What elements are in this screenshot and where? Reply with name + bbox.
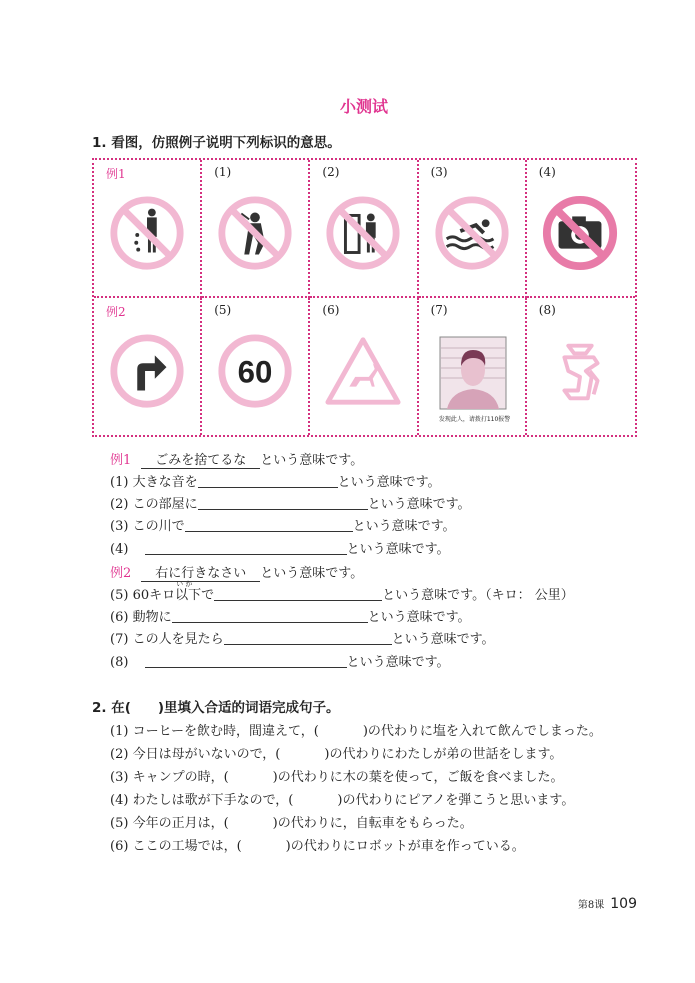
- cell-label: (1): [214, 165, 232, 179]
- question-label: (8): [110, 655, 129, 670]
- lesson-label: 第8课: [577, 900, 605, 911]
- question-prefix: で: [201, 588, 215, 603]
- suffix: という意味です。: [260, 453, 364, 468]
- ruby-reading: い か: [176, 580, 193, 588]
- turn-right-icon: [108, 332, 186, 410]
- question-label: (5): [110, 588, 129, 603]
- cell-label: (8): [538, 302, 556, 317]
- question-label: (3): [110, 519, 129, 534]
- sign-cell-3: [419, 160, 527, 298]
- cell-label: (5): [214, 302, 232, 317]
- question-label: (2): [110, 497, 129, 512]
- answer-blank[interactable]: [172, 608, 368, 623]
- no-noise-icon: [216, 194, 294, 272]
- page-title: 小测试: [339, 97, 388, 116]
- question-label: (1): [110, 475, 129, 490]
- item-label: (6): [110, 839, 129, 854]
- answer-blank[interactable]: [145, 653, 347, 668]
- fill-item-5: [110, 812, 473, 831]
- speed-limit-text: 60: [237, 354, 273, 390]
- sign-cell-8: [527, 298, 635, 436]
- sign-cell-5: [202, 298, 310, 436]
- fill-item-3: [110, 766, 563, 785]
- sign-cell-example1: [94, 160, 202, 298]
- item-label: (4): [110, 793, 129, 808]
- answer-blank[interactable]: [198, 473, 338, 488]
- item-before: わたしは歌が下手なので，(: [132, 793, 294, 808]
- question-prefix: 動物に: [132, 610, 172, 625]
- cell-label: (2): [322, 165, 340, 179]
- speed-limit-60-icon: [216, 332, 294, 410]
- item-label: (1): [110, 724, 129, 739]
- item-before: ここの工場では，(: [132, 839, 242, 854]
- item-after: )の代わりに，自転車をもらった。: [272, 816, 473, 831]
- recycling-icon: [541, 332, 619, 410]
- cell-label: (3): [430, 165, 448, 179]
- no-photography-icon: [541, 194, 619, 272]
- item-label: (2): [110, 747, 129, 762]
- question-line-4: [110, 538, 450, 557]
- question-line-8: [110, 651, 450, 670]
- question-label: (7): [110, 632, 129, 647]
- item-before: 今日は母がいないので，(: [132, 747, 281, 762]
- cell-label: 例2: [106, 304, 126, 319]
- item-label: (3): [110, 770, 129, 785]
- sign-cell-4: [527, 160, 635, 298]
- suffix: という意味です。: [391, 632, 495, 647]
- cell-label: (4): [538, 165, 556, 179]
- cell-label: 例1: [106, 167, 126, 181]
- question-prefix: この部屋に: [132, 497, 198, 512]
- item-after: )の代わりにピアノを弾こうと思います。: [337, 793, 575, 808]
- suffix: という意味です。: [367, 610, 471, 625]
- sign-cell-2: [310, 160, 418, 298]
- answer-blank[interactable]: [224, 630, 392, 645]
- page-footer: [578, 896, 637, 912]
- ruby-base: 以下: [175, 588, 202, 603]
- item-before: 今年の正月は，(: [132, 816, 229, 831]
- suffix: という意味です。: [352, 519, 456, 534]
- sign-cell-example2: [94, 298, 202, 436]
- item-after: )の代わりに塩を入れて飲んでしまった。: [362, 724, 602, 739]
- question-prefix: 大きな音を: [132, 475, 198, 490]
- no-littering-icon: [108, 194, 186, 272]
- cell-label: (6): [322, 302, 340, 317]
- question-line-1: [110, 471, 441, 490]
- cell-label: (7): [430, 302, 448, 317]
- suffix: という意味です。: [337, 475, 441, 490]
- question-prefix: この川で: [132, 519, 185, 534]
- fill-item-6: [110, 835, 525, 854]
- wanted-person-photo: [439, 336, 507, 410]
- question-line-5: [110, 580, 574, 603]
- no-entry-room-icon: [324, 194, 402, 272]
- question-line-3: [110, 515, 456, 534]
- example-answer: ごみを捨てるな: [141, 449, 260, 469]
- no-swimming-icon: [433, 194, 511, 272]
- answer-blank[interactable]: [214, 586, 382, 601]
- suffix: という意味です。: [346, 655, 450, 670]
- answer-blank[interactable]: [198, 495, 368, 510]
- fill-item-2: [110, 743, 562, 762]
- page-number: 109: [610, 896, 637, 912]
- item-after: )の代わりにわたしが弟の世話をします。: [324, 747, 563, 762]
- photo-caption: 发现此人，请拨打110报警: [438, 415, 511, 423]
- section1-heading: 1. 看图，仿照例子说明下列标识的意思。: [92, 135, 341, 151]
- item-before: キャンプの時，(: [132, 770, 229, 785]
- item-after: )の代わりにロボットが車を作っている。: [285, 839, 525, 854]
- question-line-2: [110, 493, 471, 512]
- animal-crossing-icon: [324, 332, 402, 410]
- question-line-7: [110, 628, 495, 647]
- question-prefix: この人を見たら: [132, 632, 224, 647]
- item-after: )の代わりに木の葉を使って，ご飯を食べました。: [272, 770, 564, 785]
- answer-blank[interactable]: [145, 540, 347, 555]
- item-before: コーヒーを飲む時，間違えて，(: [132, 724, 319, 739]
- sign-grid: [92, 158, 637, 437]
- example-answer: 右に行きなさい: [141, 562, 260, 582]
- question-label: (4): [110, 542, 129, 557]
- suffix: という意味です。: [260, 566, 364, 581]
- example1-line: [110, 449, 363, 469]
- example-label: 例1: [110, 453, 132, 468]
- question-prefix: 60キロ: [132, 588, 176, 603]
- question-line-6: [110, 606, 471, 625]
- fill-item-4: [110, 789, 574, 808]
- suffix: という意味です。: [382, 588, 486, 603]
- ruby-word: [175, 580, 202, 603]
- example2-line: [110, 562, 363, 582]
- example-label: 例2: [110, 566, 132, 581]
- sign-cell-7: [419, 298, 527, 436]
- sign-cell-1: [202, 160, 310, 298]
- question-label: (6): [110, 610, 129, 625]
- section2-heading: 2. 在( )里填入合适的词语完成句子。: [92, 700, 340, 716]
- note: （キロ： 公里）: [485, 588, 574, 603]
- suffix: という意味です。: [346, 542, 450, 557]
- item-label: (5): [110, 816, 129, 831]
- fill-item-1: [110, 720, 602, 739]
- sign-cell-6: [310, 298, 418, 436]
- answer-blank[interactable]: [185, 517, 353, 532]
- suffix: という意味です。: [367, 497, 471, 512]
